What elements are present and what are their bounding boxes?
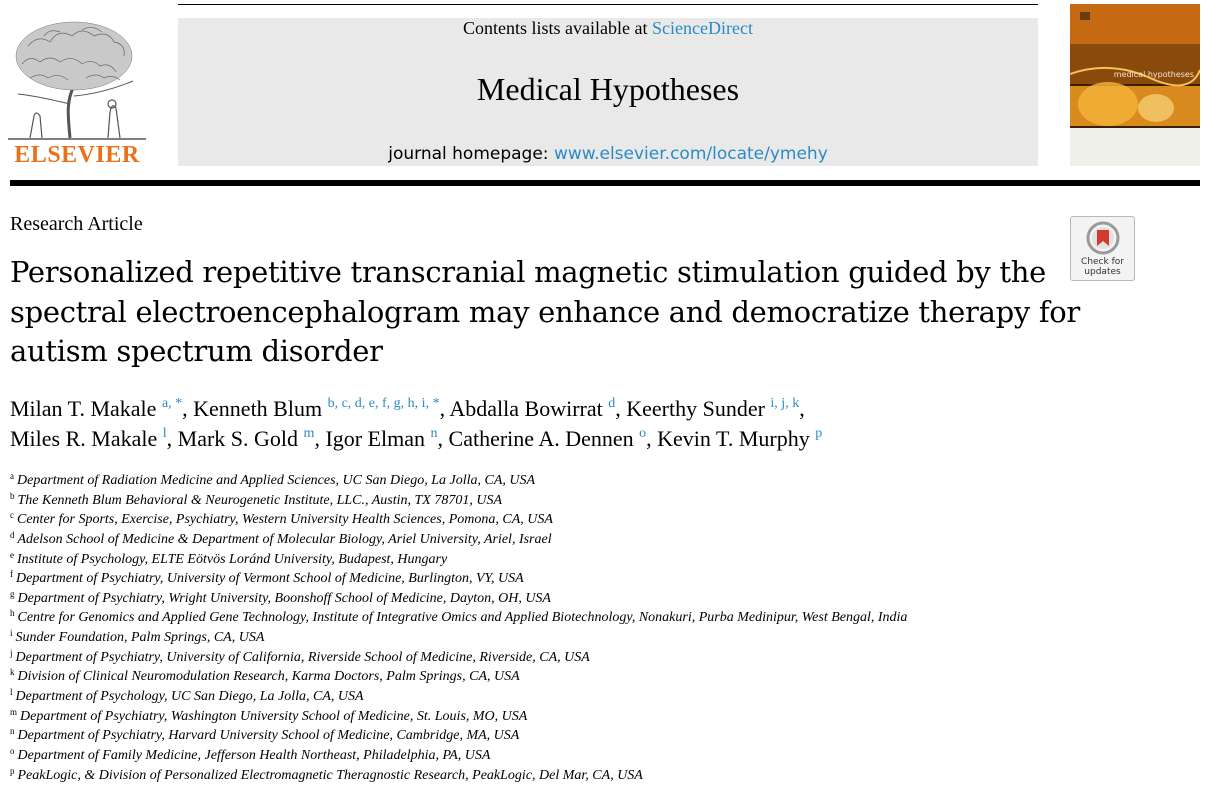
affiliation-item — [10, 550, 1200, 570]
affiliation-text: Department of Radiation Medicine and Applied Sciences, UC San Diego, La Jolla, CA, USA — [17, 473, 536, 488]
affiliation-marker: f — [10, 569, 13, 580]
affiliation-marker: m — [10, 706, 18, 717]
author-list — [10, 394, 1110, 454]
article-title — [10, 253, 1080, 372]
sciencedirect-link[interactable]: ScienceDirect — [652, 18, 753, 38]
affiliation-marker: g — [10, 588, 15, 599]
check-label-line: Check for — [1081, 257, 1124, 267]
author-separator: , — [646, 426, 658, 451]
affiliation-marker: n — [10, 726, 15, 737]
tree-icon — [8, 16, 146, 144]
elsevier-wordmark: ELSEVIER — [14, 142, 140, 168]
cover-title: medical hypotheses — [1113, 70, 1194, 79]
affiliation-item — [10, 491, 1200, 511]
author-name[interactable]: Igor Elman — [325, 426, 426, 451]
author-affiliation-link[interactable]: m — [303, 426, 315, 441]
affiliation-item — [10, 667, 1200, 687]
title-line: Personalized repetitive transcranial magnetic stimulation guided by the — [10, 255, 1046, 289]
affiliation-text: Division of Clinical Neuromodulation Research, Karma Doctors, Palm Springs, CA, USA — [17, 669, 520, 685]
author-affiliation-link[interactable]: o — [639, 426, 647, 441]
affiliation-text: Department of Psychiatry, Wright University, Boonshoff School of Medicine, Dayton, OH, USA — [17, 590, 551, 606]
journal-banner — [178, 18, 1038, 166]
affiliation-item — [10, 608, 1200, 628]
affiliation-marker: d — [10, 529, 15, 540]
affiliation-item — [10, 746, 1200, 766]
affiliation-marker: k — [10, 667, 15, 678]
affiliation-marker: b — [10, 490, 15, 501]
affiliation-item — [10, 471, 1200, 491]
check-label-line: updates — [1084, 267, 1121, 277]
affiliation-item — [10, 510, 1200, 530]
affiliation-marker: l — [10, 687, 13, 698]
affiliation-item — [10, 569, 1200, 589]
affiliation-text: Center for Sports, Exercise, Psychiatry, Western University Health Sciences, Pomona, CA, USA — [17, 512, 553, 528]
check-for-updates-button[interactable] — [1070, 216, 1135, 281]
affiliation-text: Department of Psychiatry, University of California, Riverside School of Medicine, Riverside, CA, USA — [15, 649, 590, 665]
article-type: Research Article — [10, 213, 143, 235]
affiliation-text: Centre for Genomics and Applied Gene Technology, Institute of Integrative Omics and Applied Biotechnology, Nonakuri, Purba Medinipur, West Bengal, India — [17, 610, 908, 626]
affiliation-item — [10, 589, 1200, 609]
elsevier-logo[interactable] — [8, 16, 146, 168]
author-affiliation-link[interactable]: p — [815, 426, 823, 441]
author-line — [10, 394, 1110, 424]
author-name[interactable]: Kenneth Blum — [193, 396, 323, 421]
journal-cover[interactable] — [1070, 4, 1200, 166]
contents-line — [178, 18, 1038, 38]
affiliation-marker: p — [10, 765, 15, 776]
cover-artwork — [1070, 4, 1200, 166]
author-line — [10, 424, 1110, 454]
homepage-line — [178, 144, 1038, 164]
affiliation-text: Department of Psychiatry, Washington University School of Medicine, St. Louis, MO, USA — [20, 708, 528, 724]
header-top-rule — [178, 4, 1038, 5]
author-separator: , — [314, 426, 326, 451]
author-name[interactable]: Mark S. Gold — [177, 426, 299, 451]
title-line: spectral electroencephalogram may enhance and democratize therapy for — [10, 294, 1080, 329]
author-separator: , — [437, 426, 449, 451]
contents-prefix: Contents lists available at — [463, 18, 652, 38]
author-separator: , — [166, 426, 178, 451]
author-affiliation-link[interactable]: a, * — [161, 396, 183, 411]
author-name[interactable]: Catherine A. Dennen — [448, 426, 634, 451]
affiliation-marker: j — [10, 647, 13, 658]
header-divider — [10, 180, 1200, 186]
affiliation-item — [10, 530, 1200, 550]
affiliation-item — [10, 726, 1200, 746]
affiliation-text: Adelson School of Medicine & Department of Molecular Biology, Ariel University, Ariel, Israel — [17, 531, 552, 547]
check-for-updates-label — [1071, 257, 1134, 277]
author-affiliation-link[interactable]: d — [608, 396, 616, 411]
affiliation-text: Department of Psychology, UC San Diego, La Jolla, CA, USA — [15, 689, 364, 705]
author-affiliation-link[interactable]: l — [162, 426, 167, 441]
affiliation-list — [10, 471, 1200, 785]
homepage-prefix: journal homepage: — [388, 144, 554, 164]
title-line: autism spectrum disorder — [10, 334, 383, 368]
affiliation-text: Department of Psychiatry, University of Vermont School of Medicine, Burlington, VY, USA — [16, 571, 524, 587]
author-name[interactable]: Miles R. Makale — [10, 426, 158, 451]
author-affiliation-link[interactable]: n — [430, 426, 438, 441]
author-name[interactable]: Milan T. Makale — [10, 396, 157, 421]
author-separator: , — [182, 396, 194, 421]
affiliation-marker: i — [10, 628, 13, 639]
affiliation-marker: o — [10, 745, 15, 756]
author-separator: , — [615, 396, 627, 421]
author-affiliation-link[interactable]: i, j, k — [770, 396, 800, 411]
affiliation-item — [10, 648, 1200, 668]
author-name[interactable]: Keerthy Sunder — [626, 396, 765, 421]
affiliation-marker: c — [10, 510, 14, 521]
affiliation-item — [10, 628, 1200, 648]
affiliation-text: Department of Family Medicine, Jefferson Health Northeast, Philadelphia, PA, USA — [17, 747, 491, 763]
affiliation-text: Sunder Foundation, Palm Springs, CA, USA — [15, 630, 265, 646]
affiliation-text: Department of Psychiatry, Harvard University School of Medicine, Cambridge, MA, USA — [17, 728, 520, 744]
affiliation-text: Institute of Psychology, ELTE Eötvös Loránd University, Budapest, Hungary — [17, 551, 448, 567]
author-affiliation-link[interactable]: b, c, d, e, f, g, h, i, * — [327, 396, 440, 411]
affiliation-marker: h — [10, 608, 15, 619]
author-name[interactable]: Abdalla Bowirrat — [449, 396, 603, 421]
author-separator: , — [799, 396, 805, 421]
affiliation-item — [10, 766, 1200, 786]
author-separator: , — [439, 396, 450, 421]
journal-title[interactable]: Medical Hypotheses — [476, 71, 740, 107]
affiliation-marker: a — [10, 471, 14, 481]
affiliation-item — [10, 687, 1200, 707]
affiliation-text: The Kenneth Blum Behavioral & Neurogenetic Institute, LLC., Austin, TX 78701, USA — [17, 492, 503, 508]
author-name[interactable]: Kevin T. Murphy — [657, 426, 810, 451]
affiliation-marker: e — [10, 549, 14, 560]
homepage-link[interactable]: www.elsevier.com/locate/ymehy — [553, 144, 828, 164]
affiliation-item — [10, 707, 1200, 727]
affiliation-text: PeakLogic, & Division of Personalized Electromagnetic Theragnostic Research, PeakLogic, Del Mar, CA, USA — [17, 767, 643, 783]
bookmark-icon — [1086, 221, 1120, 255]
